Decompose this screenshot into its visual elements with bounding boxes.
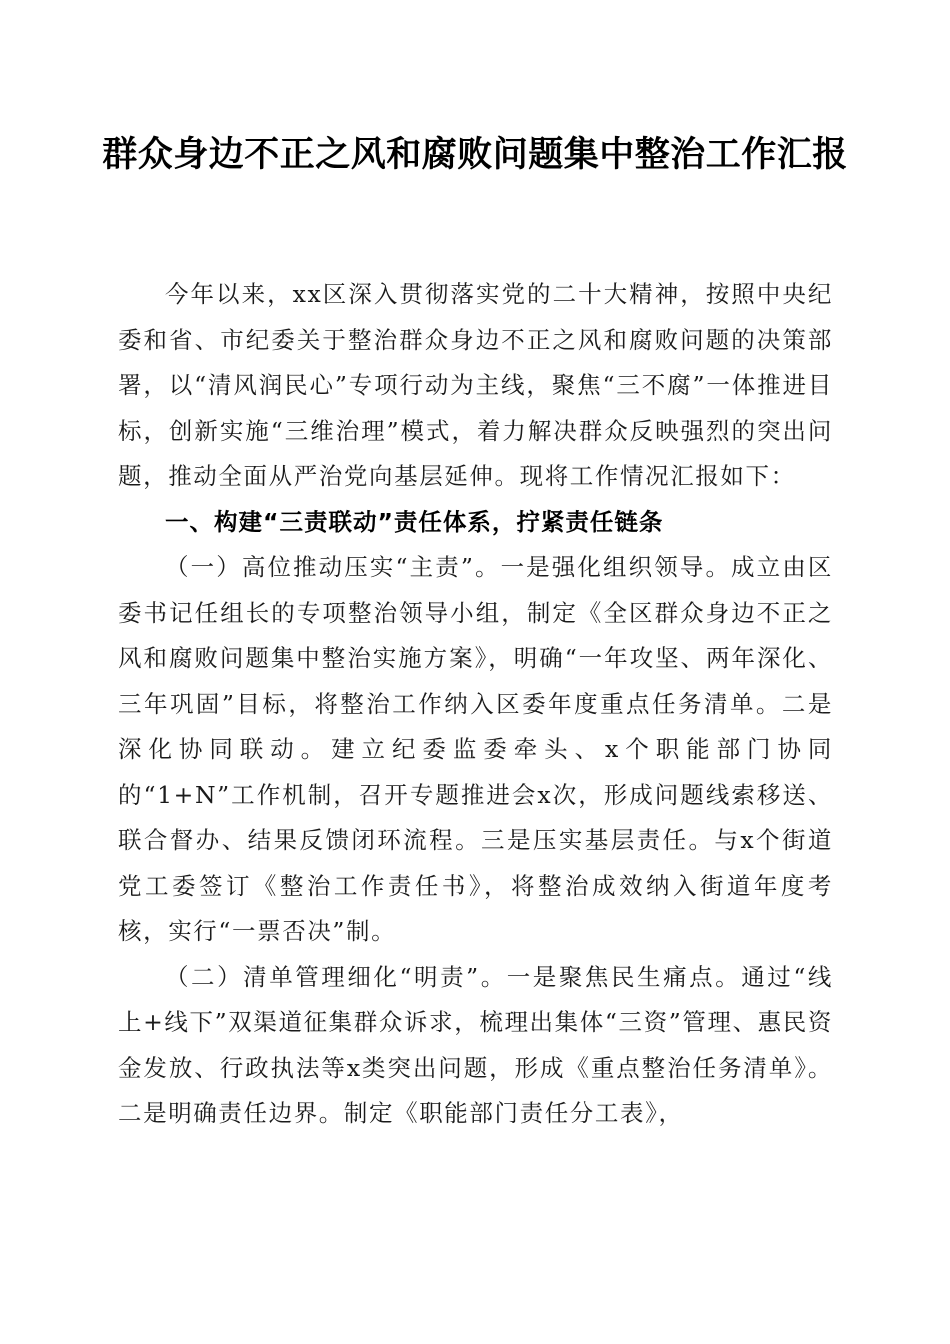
intro-paragraph: 今年以来，xx区深入贯彻落实党的二十大精神，按照中央纪委和省、市纪委关于整治群众身边不正之风和腐败问题的决策部署，以“清风润民心”专项行动为主线，聚焦“三不腐”一体推进目标，创新实施“三维治理”模式，着力解决群众反映强烈的突出问题，推动全面从严治党向基层延伸。现将工作情况汇报如下：	[118, 280, 833, 490]
document-title: 群众身边不正之风和腐败问题集中整治工作汇报	[102, 134, 848, 175]
section-heading-1: 一、构建“三责联动”责任体系，拧紧责任链条	[165, 507, 664, 536]
section-1-2-paragraph: （二）清单管理细化“明责”。一是聚焦民生痛点。通过“线上+线下”双渠道征集群众诉求，梳理出集体“三资”管理、惠民资金发放、行政执法等x类突出问题，形成《重点整治任务清单》。二是明确责任边界。制定《职能部门责任分工表》，	[118, 962, 833, 1127]
section-1-1-paragraph: （一）高位推动压实“主责”。一是强化组织领导。成立由区委书记任组长的专项整治领导小组，制定《全区群众身边不正之风和腐败问题集中整治实施方案》，明确“一年攻坚、两年深化、三年巩固”目标，将整治工作纳入区委年度重点任务清单。二是深化协同联动。建立纪委监委牵头、x个职能部门协同的“1+N”工作机制，召开专题推进会x次，形成问题线索移送、联合督办、结果反馈闭环流程。三是压实基层责任。与x个街道党工委签订《整治工作责任书》，将整治成效纳入街道年度考核，实行“一票否决”制。	[118, 553, 833, 945]
document-body	[118, 272, 833, 1137]
